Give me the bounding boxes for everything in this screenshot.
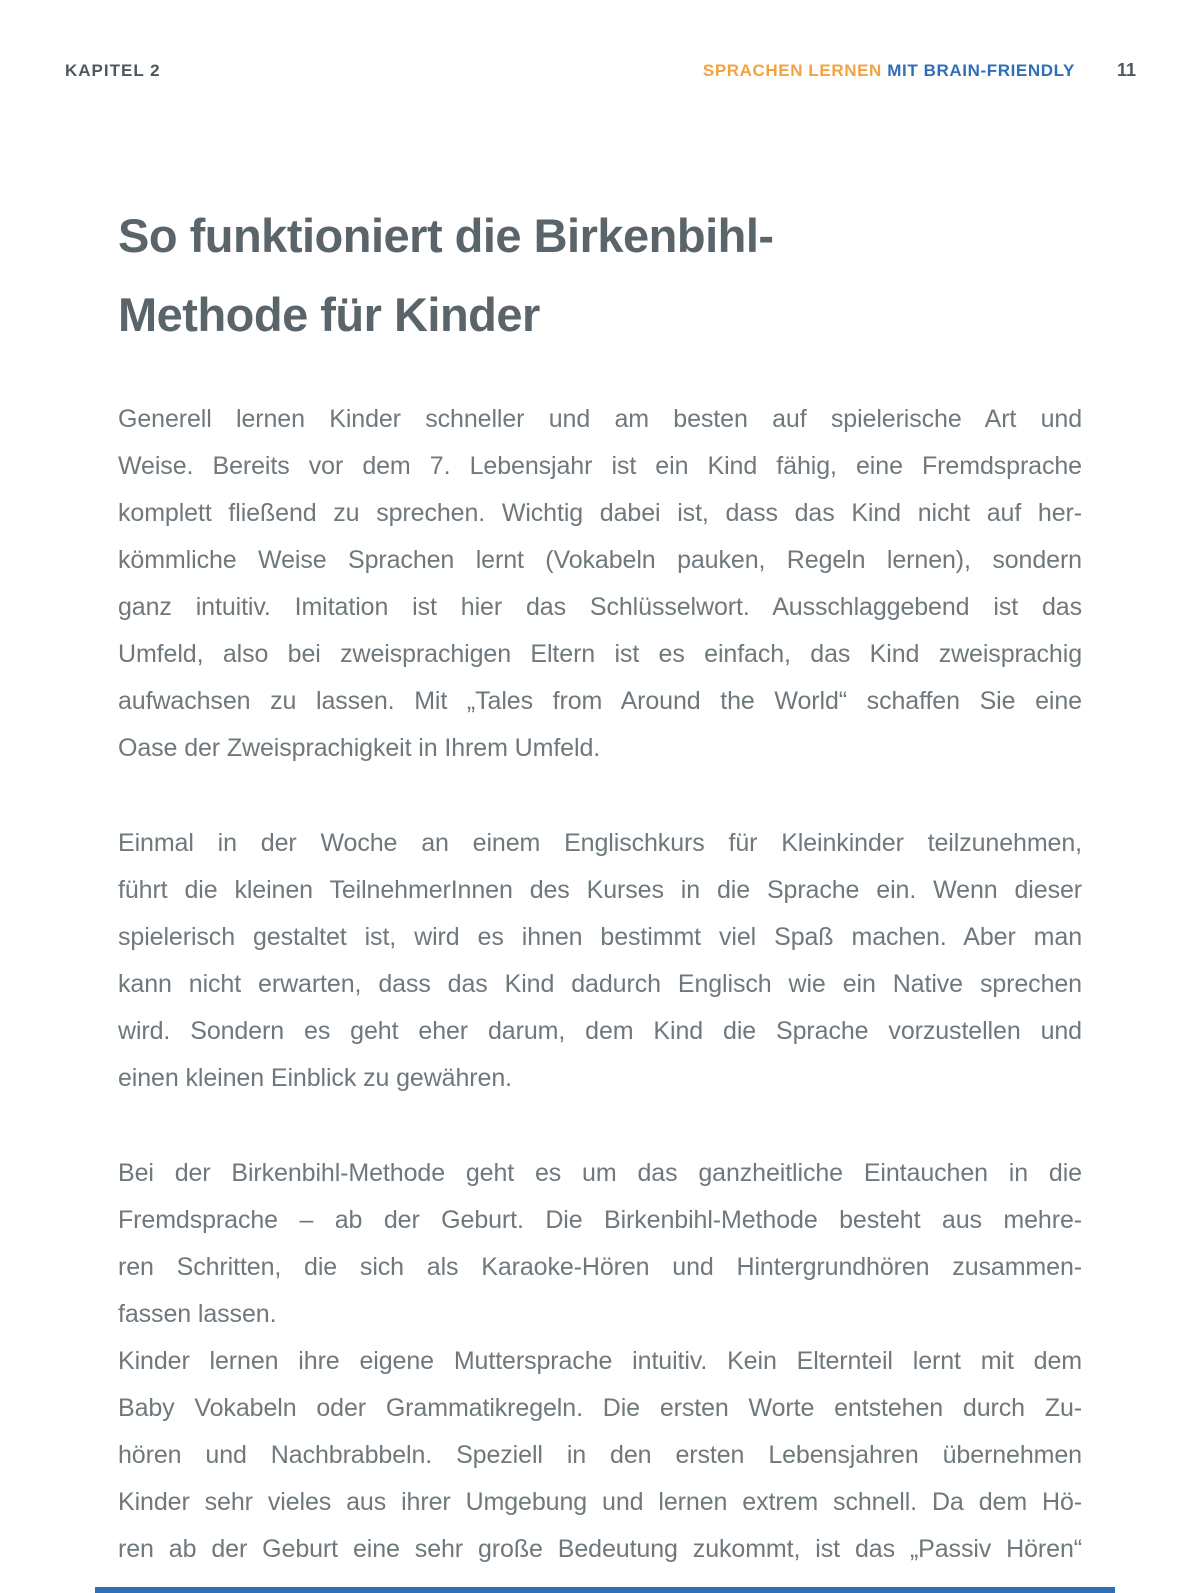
page-number: 11 [1116, 60, 1136, 80]
body-line: wird. Sondern es geht eher darum, dem Kind die Sprache vorzustellen und [118, 1017, 1082, 1045]
paragraph [118, 820, 1082, 1102]
body-line: aufwachsen zu lassen. Mit „Tales from Around the World“ schaffen Sie eine [118, 687, 1082, 715]
body-line: führt die kleinen TeilnehmerInnen des Kurses in die Sprache ein. Wenn dieser [118, 876, 1082, 904]
body-line: komplett fließend zu sprechen. Wichtig dabei ist, dass das Kind nicht auf her- [118, 499, 1082, 527]
bottom-accent-bar [95, 1587, 1115, 1593]
paragraph [118, 1150, 1082, 1338]
body-line: ren ab der Geburt eine sehr große Bedeutung zukommt, ist das „Passiv Hören“ [118, 1535, 1082, 1563]
book-title [703, 61, 1075, 81]
paragraph [118, 396, 1082, 772]
body-text [118, 396, 1082, 1573]
body-line: Baby Vokabeln oder Grammatikregeln. Die ersten Worte entstehen durch Zu- [118, 1394, 1082, 1422]
body-line: spielerisch gestaltet ist, wird es ihnen bestimmt viel Spaß machen. Aber man [118, 923, 1082, 951]
body-line: ren Schritten, die sich als Karaoke-Hören und Hintergrundhören zusammen- [118, 1253, 1082, 1281]
body-line: Generell lernen Kinder schneller und am besten auf spielerische Art und [118, 405, 1082, 433]
book-title-blue: MIT BRAIN-FRIENDLY [881, 61, 1075, 80]
paragraph [118, 1338, 1082, 1573]
body-line: kann nicht erwarten, dass das Kind dadurch Englisch wie ein Native sprechen [118, 970, 1082, 998]
body-line: Oase der Zweisprachigkeit in Ihrem Umfeld. [118, 734, 601, 762]
body-line: einen kleinen Einblick zu gewähren. [118, 1064, 512, 1092]
body-line: Weise. Bereits vor dem 7. Lebensjahr ist ein Kind fähig, eine Fremdsprache [118, 452, 1082, 480]
chapter-label: KAPITEL 2 [65, 61, 161, 80]
page-header [65, 60, 1136, 81]
chapter-title [118, 196, 1082, 354]
body-line: Kinder lernen ihre eigene Muttersprache intuitiv. Kein Elternteil lernt mit dem [118, 1347, 1082, 1375]
body-line: Einmal in der Woche an einem Englischkurs für Kleinkinder teilzunehmen, [118, 829, 1082, 857]
body-line: kömmliche Weise Sprachen lernt (Vokabeln pauken, Regeln lernen), sondern [118, 546, 1082, 574]
chapter-title-line1: So funktioniert die Birkenbihl- [118, 209, 774, 262]
header-right [703, 60, 1136, 81]
body-line: ganz intuitiv. Imitation ist hier das Schlüsselwort. Ausschlaggebend ist das [118, 593, 1082, 621]
body-line: Bei der Birkenbihl-Methode geht es um das ganzheitliche Eintauchen in die [118, 1159, 1082, 1187]
chapter-title-line2: Methode für Kinder [118, 288, 540, 341]
book-title-orange: SPRACHEN LERNEN [702, 61, 882, 80]
body-line: hören und Nachbrabbeln. Speziell in den ersten Lebensjahren übernehmen [118, 1441, 1082, 1469]
body-line: Umfeld, also bei zweisprachigen Eltern ist es einfach, das Kind zweisprachig [118, 640, 1082, 668]
body-line: fassen lassen. [118, 1300, 277, 1328]
body-line: Kinder sehr vieles aus ihrer Umgebung und lernen extrem schnell. Da dem Hö- [118, 1488, 1082, 1516]
body-line: Fremdsprache – ab der Geburt. Die Birkenbihl-Methode besteht aus mehre- [118, 1206, 1082, 1234]
